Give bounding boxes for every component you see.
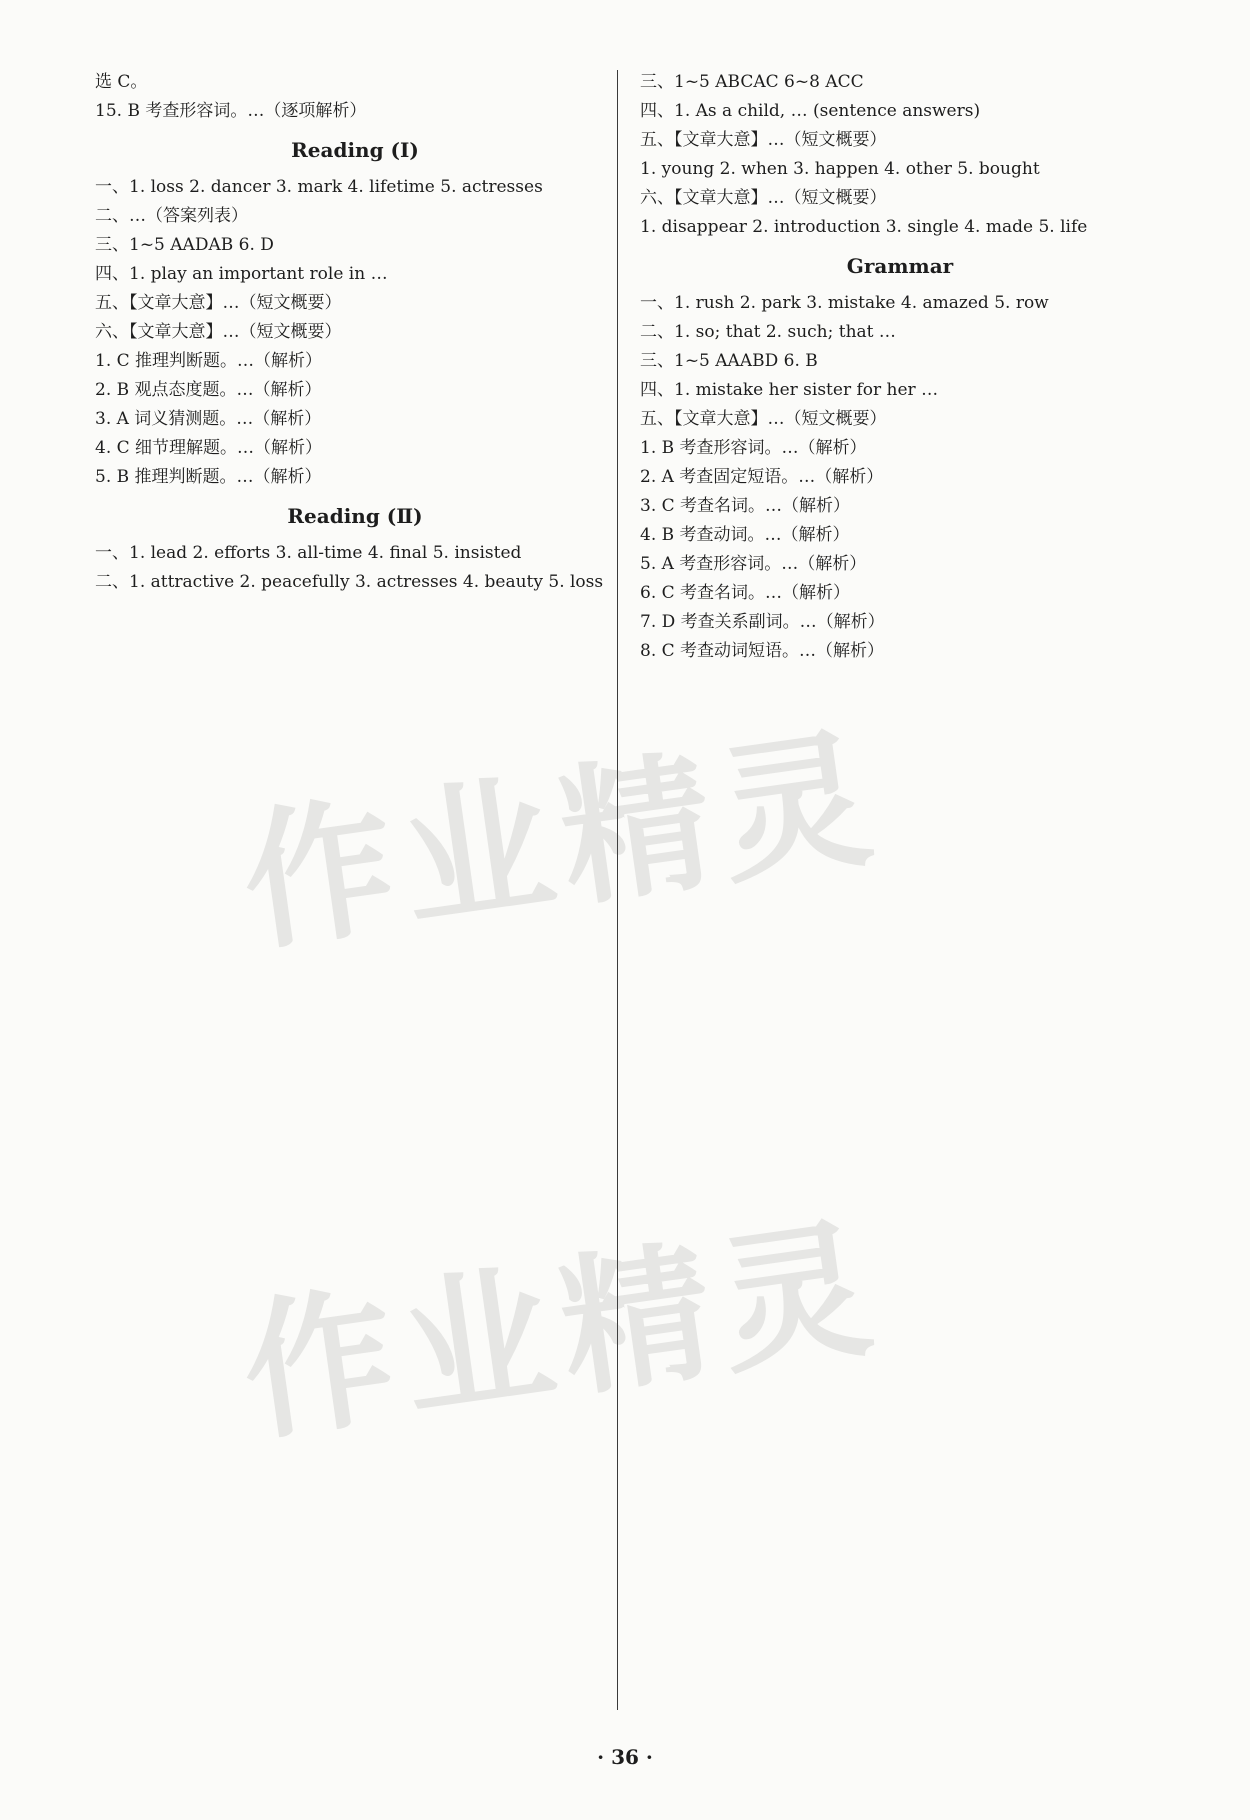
section-heading: Reading (Ⅰ) <box>291 138 419 162</box>
answer-line: 1. B 考查形容词。…（解析） <box>640 438 867 458</box>
answer-line: 三、1~5 AADAB 6. D <box>95 235 274 255</box>
answer-line: 六、【文章大意】…（短文概要） <box>95 322 342 342</box>
answer-line: 四、1. mistake her sister for her … <box>640 380 939 400</box>
answer-line: 五、【文章大意】…（短文概要） <box>95 293 342 313</box>
answer-line: 三、1~5 AAABD 6. B <box>640 351 818 371</box>
answer-line: 2. B 观点态度题。…（解析） <box>95 380 322 400</box>
watermark: 作业精灵 <box>232 711 891 973</box>
answer-line: 四、1. play an important role in … <box>95 264 388 284</box>
watermark: 作业精灵 <box>232 1201 891 1463</box>
right-column <box>640 68 1160 666</box>
answer-line: 二、…（答案列表） <box>95 206 248 226</box>
left-column <box>95 68 615 597</box>
answer-line: 二、1. attractive 2. peacefully 3. actresses 4. beauty 5. loss <box>95 572 604 592</box>
answer-line: 5. A 考查形容词。…（解析） <box>640 554 867 574</box>
answer-line: 二、1. so; that 2. such; that … <box>640 322 896 342</box>
answer-line: 四、1. As a child, … (sentence answers) <box>640 101 981 121</box>
answer-line: 三、1~5 ABCAC 6~8 ACC <box>640 72 864 92</box>
answer-line: 五、【文章大意】…（短文概要） <box>640 409 887 429</box>
answer-line: 7. D 考查关系副词。…（解析） <box>640 612 885 632</box>
column-divider <box>617 70 618 1710</box>
answer-line: 选 C。 <box>95 72 148 92</box>
answer-line: 1. C 推理判断题。…（解析） <box>95 351 323 371</box>
answer-line: 一、1. loss 2. dancer 3. mark 4. lifetime 5. actresses <box>95 177 543 197</box>
answer-line: 4. B 考查动词。…（解析） <box>640 525 850 545</box>
answer-line: 一、1. rush 2. park 3. mistake 4. amazed 5. row <box>640 293 1049 313</box>
answer-line: 8. C 考查动词短语。…（解析） <box>640 641 885 661</box>
answer-line: 4. C 细节理解题。…（解析） <box>95 438 323 458</box>
answer-line: 2. A 考查固定短语。…（解析） <box>640 467 884 487</box>
answer-line: 一、1. lead 2. efforts 3. all-time 4. final 5. insisted <box>95 543 522 563</box>
section-heading: Reading (Ⅱ) <box>287 504 423 528</box>
page-number: · 36 · <box>597 1745 653 1769</box>
answer-line: 六、【文章大意】…（短文概要） <box>640 188 887 208</box>
section-heading: Grammar <box>846 254 954 278</box>
answer-line: 6. C 考查名词。…（解析） <box>640 583 851 603</box>
answer-line: 3. A 词义猜测题。…（解析） <box>95 409 322 429</box>
answer-line: 3. C 考查名词。…（解析） <box>640 496 851 516</box>
answer-line: 1. young 2. when 3. happen 4. other 5. bought <box>640 159 1040 179</box>
answer-line: 五、【文章大意】…（短文概要） <box>640 130 887 150</box>
answer-line: 1. disappear 2. introduction 3. single 4. made 5. life <box>640 217 1088 237</box>
answer-line: 5. B 推理判断题。…（解析） <box>95 467 322 487</box>
answer-line: 15. B 考查形容词。…（逐项解析） <box>95 101 367 121</box>
